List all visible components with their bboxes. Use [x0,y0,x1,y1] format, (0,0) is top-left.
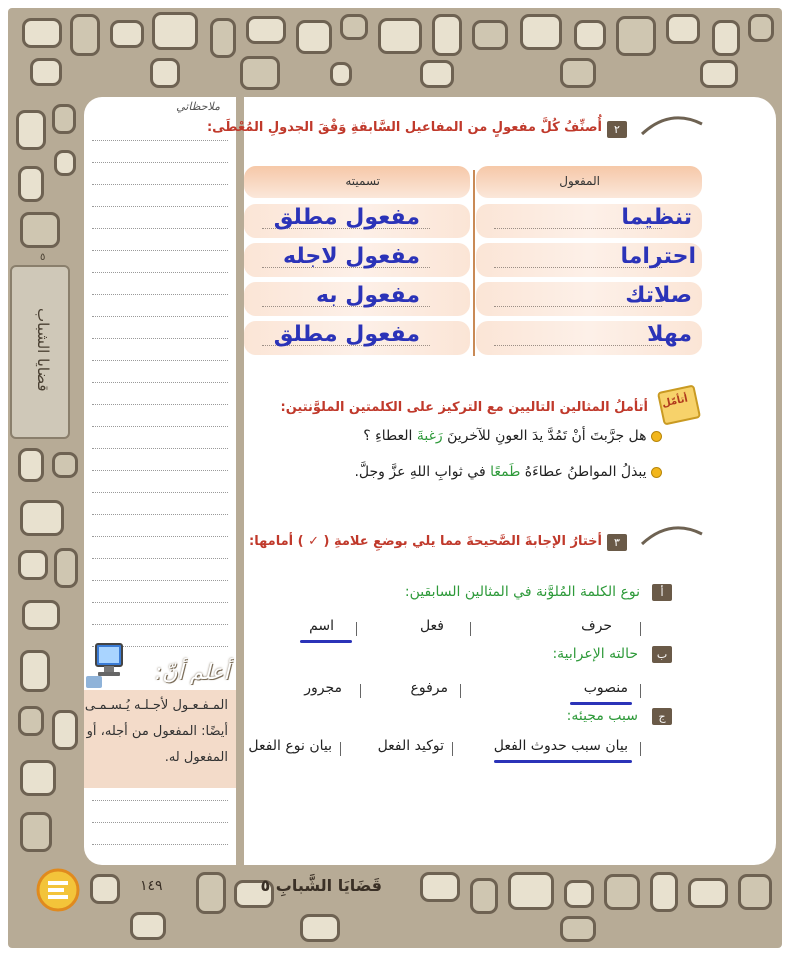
question-number-badge: ٢ [607,121,627,138]
option-text[interactable]: توكيد الفعل [377,738,444,754]
know-text-line: المـفـعـول لأجـلـه يُـسـمـى [84,698,228,713]
observe-title: أتأملُ المثالين التاليين مع التركيز على الكلمتين الملوَّنتين: [280,400,648,415]
selected-answer-underline [494,760,632,763]
colored-word: رَغبةَ [416,428,443,444]
q2-instruction: أُصنِّفُ كُلَّ مفعولٍ من المفاعيل السَّابقةِ وَفْقَ الجدولِ المُعْطَى: [206,120,602,135]
know-that-title: أعلم أنّ: [155,660,230,684]
colored-word: طَمعًا [490,464,521,480]
answer-object[interactable]: احتراما [620,244,696,269]
pointer-arrow-icon [86,676,102,688]
example-text: في ثوابِ اللهِ عزَّ وجلَّ. [354,464,491,480]
side-tab-number: ٥ [40,252,46,263]
answer-object[interactable]: مهلا [647,322,692,347]
observe-badge-label: أتأمّل [661,393,689,410]
selected-answer-underline [570,702,632,705]
footer-unit-title: قَضَايَا الشَّبابِ ٥ [260,876,382,895]
page-number: ١٤٩ [140,878,163,894]
example-text: هل جرَّبتَ أنْ تَمُدَّ يدَ العونِ للآخرينَ [442,428,647,444]
swoosh-ornament [640,112,704,138]
option-text[interactable]: فعل [419,618,444,634]
answer-naming[interactable]: مفعول مطلق [273,205,420,230]
table-divider [473,170,475,356]
answer-naming[interactable]: مفعول مطلق [273,322,420,347]
item-question: سبب مجيئه: [566,708,638,724]
option-text[interactable]: بيان سبب حدوث الفعل [493,738,628,754]
item-question: حالته الإعرابية: [552,646,638,662]
example-text: العطاءِ ؟ [363,428,417,444]
answer-naming[interactable]: مفعول لاجله [283,244,420,269]
bullet-icon [651,467,662,478]
example-text: يبذلُ المواطنُ عطاءَهُ [520,464,647,480]
header-object-label: المفعول [559,174,600,188]
option-text[interactable]: مرفوع [410,680,448,696]
item-label-badge: أ [652,584,672,601]
example-sentence [354,464,662,480]
publisher-logo-icon [36,868,80,912]
example-sentence [363,428,662,444]
swoosh-ornament [640,522,704,548]
question-number-badge: ٣ [607,534,627,551]
option-text[interactable]: بيان نوع الفعل [248,738,332,754]
answer-object[interactable]: صلاتك [625,283,692,308]
know-text-line: المفعول له. [164,750,228,765]
item-label-badge: ب [652,646,672,663]
bullet-icon [651,431,662,442]
answer-object[interactable]: تنظيما [621,205,692,230]
side-tab-label: قضايا الشباب [34,308,52,392]
item-label-badge: ج [652,708,672,725]
selected-answer-underline [300,640,352,643]
option-text[interactable]: حرف [581,618,612,634]
answer-naming[interactable]: مفعول به [315,283,420,308]
option-text[interactable]: اسم [309,618,334,634]
q3-instruction: أختارُ الإجابةَ الصَّحيحةَ مما يلي بوضعِ علامةِ ( ✓ ) أمامها: [249,534,602,549]
header-naming-label: تسميته [345,174,380,188]
option-text[interactable]: منصوب [583,680,628,696]
know-text-line: أيضًا: المفعول من أجله، أو [86,724,228,739]
notes-title: ملاحظاتي [176,100,220,113]
item-question: نوع الكلمة المُلوَّنة في المثالين السابقين: [404,584,640,600]
option-text[interactable]: مجرور [304,680,342,696]
